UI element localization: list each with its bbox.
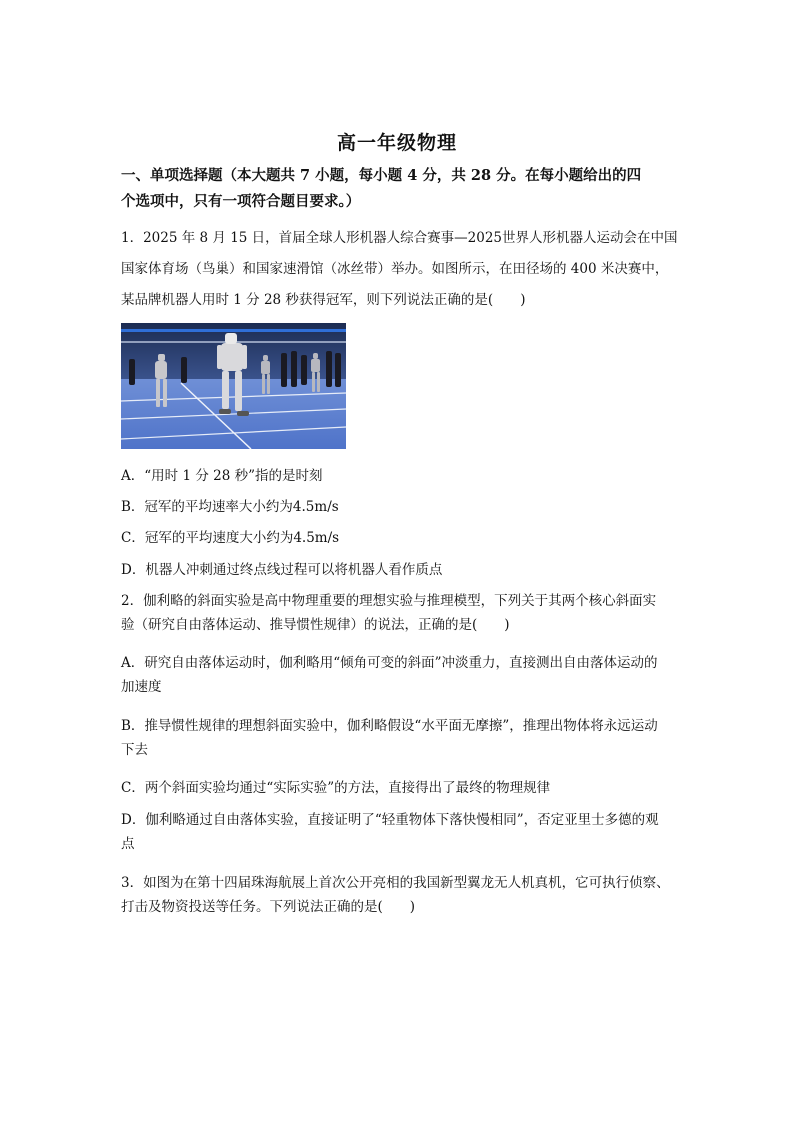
section-heading-line1: 一、单项选择题（本大题共 7 小题，每小题 4 分，共 28 分。在每小题给出的四: [121, 167, 642, 184]
q2-option-a-line2: 加速度: [121, 679, 162, 695]
q2-option-c: C．两个斜面实验均通过“实际实验”的方法，直接得出了最终的物理规律: [121, 780, 551, 796]
q1-option-b: B．冠军的平均速率大小约为4.5m/s: [121, 499, 339, 515]
q1-option-d: D．机器人冲刺通过终点线过程可以将机器人看作质点: [121, 562, 443, 578]
q1-option-a: A．“用时 1 分 28 秒”指的是时刻: [121, 468, 323, 484]
q3-stem-line2: 打击及物资投送等任务。下列说法正确的是( ): [121, 899, 416, 915]
q2-option-b-line2: 下去: [121, 742, 148, 758]
page-title: 高一年级物理: [336, 132, 457, 154]
q3-stem-line1: 3．如图为在第十四届珠海航展上首次公开亮相的我国新型翼龙无人机真机，它可执行侦察、: [121, 875, 670, 891]
q2-option-a-line1: A．研究自由落体运动时，伽利略用“倾角可变的斜面”冲淡重力，直接测出自由落体运动的: [121, 655, 658, 671]
q2-option-d-line2: 点: [121, 836, 135, 852]
q2-option-b-line1: B．推导惯性规律的理想斜面实验中，伽利略假设“水平面无摩擦”，推理出物体将永远运动: [121, 718, 658, 734]
robot-race-photo: [121, 323, 346, 449]
q2-stem-line2: 验（研究自由落体运动、推导惯性规律）的说法，正确的是( ): [121, 617, 510, 633]
section-heading-line2: 个选项中，只有一项符合题目要求。）: [121, 193, 361, 210]
q1-stem-line2: 国家体育场（鸟巢）和国家速滑馆（冰丝带）举办。如图所示，在田径场的 400 米决赛中，: [121, 261, 669, 277]
q2-option-d-line1: D．伽利略通过自由落体实验，直接证明了“轻重物体下落快慢相同”，否定亚里士多德的观: [121, 812, 659, 828]
q1-option-c: C．冠军的平均速度大小约为4.5m/s: [121, 530, 340, 546]
q2-stem-line1: 2．伽利略的斜面实验是高中物理重要的理想实验与推理模型，下列关于其两个核心斜面实: [121, 593, 657, 609]
q1-stem-line3: 某品牌机器人用时 1 分 28 秒获得冠军，则下列说法正确的是( ): [121, 292, 526, 308]
q1-stem-line1: 1．2025 年 8 月 15 日，首届全球人形机器人综合赛事—2025世界人形机器人运动会在中国: [121, 230, 678, 246]
